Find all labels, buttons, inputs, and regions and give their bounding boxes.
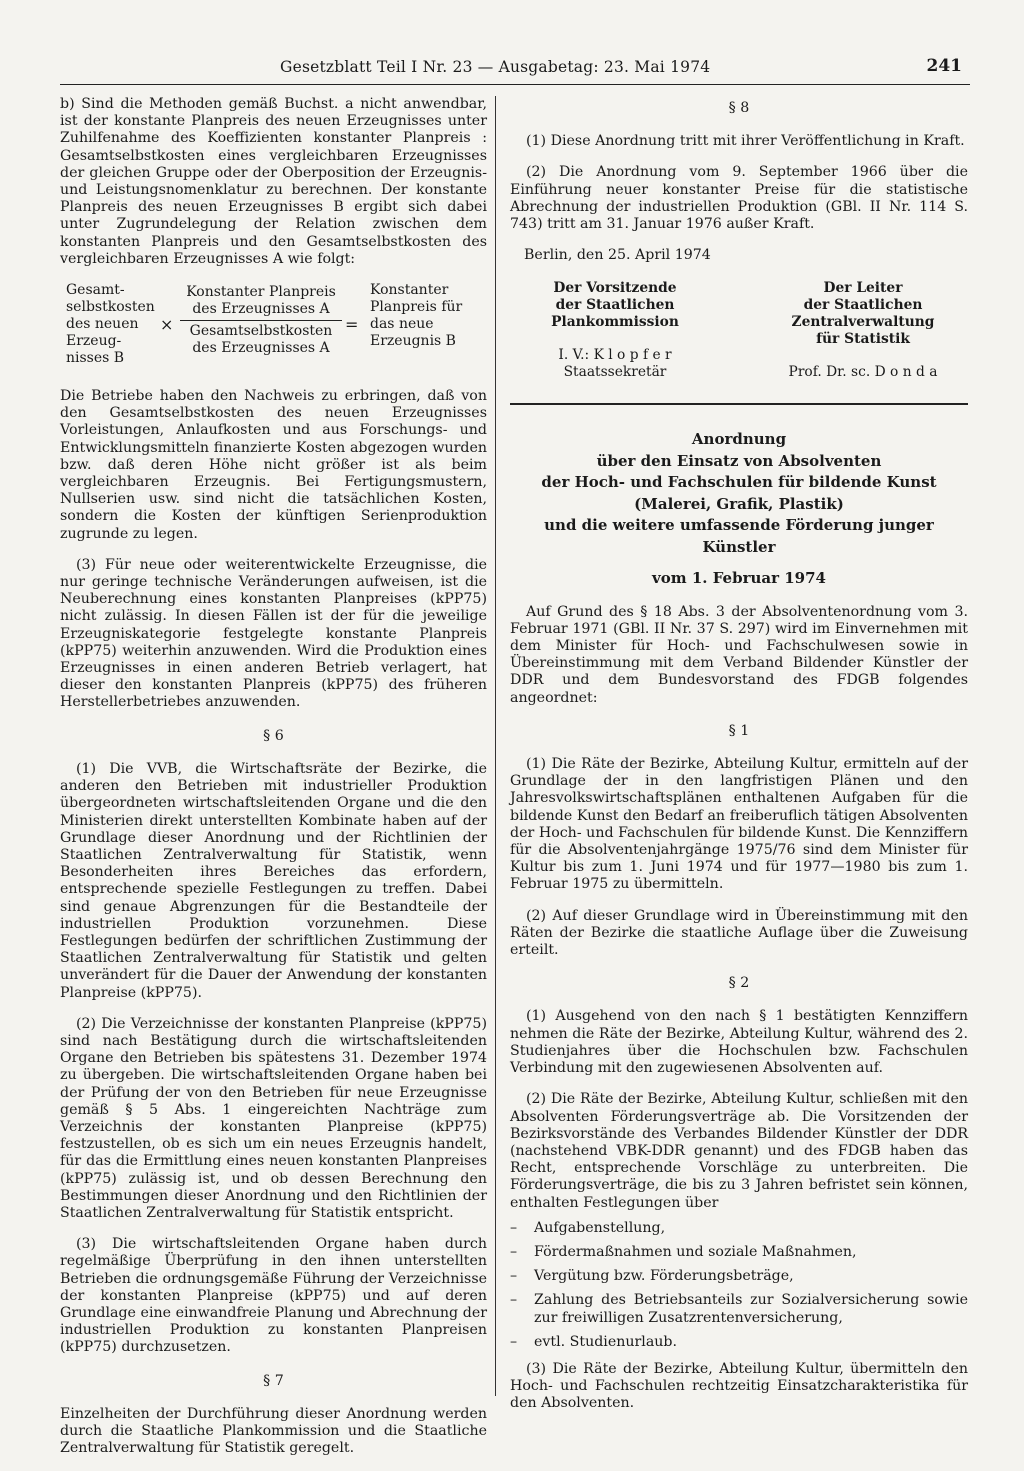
formula-denominator: Gesamtselbstkosten des Erzeugnisses A <box>189 323 333 357</box>
page-header <box>60 56 970 86</box>
formula-fraction <box>180 284 342 357</box>
contract-items-list <box>510 1220 968 1351</box>
section-2-paragraph-2: (2) Die Räte der Bezirke, Abteilung Kultur, schließen mit den Absolventen Förderungsverträge ab. Die Vorsitzenden der Bezirksvorstände des Verbandes Bildender Künstler der DDR (nachstehend VBK-DDR genannt) und des FDGB haben das Recht, entsprechende Vorschläge zu unterbreiten. Die Förderungsverträge, die bis zu 3 Jahren befristet sein können, enthalten Festlegungen über <box>510 1091 968 1211</box>
signature-plankommission <box>510 280 720 381</box>
section-separator <box>510 403 968 405</box>
signature-org: Der Vorsitzende der Staatlichen Plankommission <box>551 280 679 331</box>
ordinance-title: Anordnung über den Einsatz von Absolventen der Hoch- und Fachschulen für bildende Kunst (Malerei, Grafik, Plastik) und die weitere umfassende Förderung junger Künstler <box>541 430 937 556</box>
signature-org: Der Leiter der Staatlichen Zentralverwaltung für Statistik <box>791 280 935 348</box>
paragraph-nachweis: Die Betriebe haben den Nachweis zu erbringen, daß von den Gesamtselbstkosten des neuen Erzeugnisses Vorleistungen, Anlaufkosten und aus Forschungs- und Entwicklungsmitteln finanzierte Kosten abgezogen wurden bzw. daß deren Höhe nicht größer ist als beim vergleichbaren Erzeugnis. Bei Fertigungsmustern, Nullserien usw. sind nicht die tatsächlichen Kosten, sondern die Kosten der künftigen Serienproduktion zugrunde zu legen. <box>60 388 487 542</box>
formula-numerator: Konstanter Planpreis des Erzeugnisses A <box>180 284 342 321</box>
list-item: – Zahlung des Betriebsanteils zur Sozialversicherung sowie zur freiwilligen Zusatzrentenversicherung, <box>510 1292 968 1326</box>
section-8-paragraph-1: (1) Diese Anordnung tritt mit ihrer Veröffentlichung in Kraft. <box>526 133 965 150</box>
formula-equals-sign: = <box>345 315 359 335</box>
column-divider <box>495 96 496 1396</box>
ordinance-intro: Auf Grund des § 18 Abs. 3 der Absolventenordnung vom 3. Februar 1971 (GBl. II Nr. 37 S. 297) wird im Einvernehmen mit dem Minister für Hoch- und Fachschulwesen sowie in Übereinstimmung mit dem Verband Bildender Künstler der DDR und dem Bundesvorstand des FDGB folgendes angeordnet: <box>510 603 968 706</box>
section-1-heading: § 1 <box>728 722 750 739</box>
formula-left-term: Gesamt- selbstkosten des neuen Erzeug- nisses B <box>66 282 155 367</box>
signature-statistik <box>758 280 968 381</box>
list-item: – Vergütung bzw. Förderungsbeträge, <box>510 1268 968 1285</box>
signature-name: I. V.: K l o p f e r Staatssekretär <box>558 347 672 381</box>
section-7-heading: § 7 <box>263 1372 284 1389</box>
ordinance-date: vom 1. Februar 1974 <box>652 569 826 588</box>
section-1-paragraph-2: (2) Auf dieser Grundlage wird in Übereinstimmung mit den Räten der Bezirke die staatliche Auflage über die Zuweisung erteilt. <box>510 907 968 959</box>
formula-times-sign: × <box>160 315 174 335</box>
formula-result: Konstanter Planpreis für das neue Erzeugnis B <box>370 282 463 350</box>
price-formula <box>60 282 487 378</box>
header-rule <box>60 84 970 85</box>
left-column <box>60 96 487 1471</box>
section-6-heading: § 6 <box>263 727 284 744</box>
section-2-heading: § 2 <box>728 975 750 992</box>
paragraph-3: (3) Für neue oder weiterentwickelte Erzeugnisse, die nur geringe technische Veränderungen aufweisen, ist die Neuberechnung eines konstanten Planpreises (kPP75) nicht zulässig. In diesen Fällen ist der für die jeweilige Erzeugniskategorie festgelegte konstante Planpreis (kPP75) weiterhin anzuwenden. Wird die Produktion eines Erzeugnisses in einen anderen Betrieb verlagert, hat dieser den konstanten Planpreis (kPP75) des früheren Herstellerbetriebes anzuwenden. <box>60 556 487 711</box>
section-7-paragraph: Einzelheiten der Durchführung dieser Anordnung werden durch die Staatliche Plankommission und die Staatliche Zentralverwaltung für Statistik geregelt. <box>60 1405 487 1457</box>
signatures <box>510 280 968 381</box>
section-8-paragraph-2: (2) Die Anordnung vom 9. September 1966 über die Einführung neuer konstanter Preise für die statistische Abrechnung der industriellen Produktion (GBl. II Nr. 114 S. 743) tritt am 31. Januar 1976 außer Kraft. <box>510 164 968 233</box>
list-item: – evtl. Studienurlaub. <box>510 1334 968 1351</box>
section-8-heading: § 8 <box>728 100 750 116</box>
section-2-paragraph-3: (3) Die Räte der Bezirke, Abteilung Kultur, übermitteln den Hoch- und Fachschulen rechtzeitig Einsatzcharakteristika für den Absolventen. <box>510 1360 968 1412</box>
list-item: – Fördermaßnahmen und soziale Maßnahmen, <box>510 1244 968 1261</box>
paragraph-b: b) Sind die Methoden gemäß Buchst. a nicht anwendbar, ist der konstante Planpreis des neuen Erzeugnisses unter Zuhilfenahme des Koeffizienten konstanter Planpreis : Gesamtselbstkosten eines vergleichbaren Erzeugnisses der gleichen Gruppe oder der Oberposition der Erzeugnis- und Leistungsnomenklatur zu berechnen. Der konstante Planpreis des neuen Erzeugnisses B ergibt sich dabei unter Zugrundelegung der Relation zwischen dem konstanten Planpreis und den Gesamtselbstkosten des vergleichbaren Erzeugnisses A wie folgt: <box>60 96 487 267</box>
section-1-paragraph-1: (1) Die Räte der Bezirke, Abteilung Kultur, ermitteln auf der Grundlage der in den langfristigen Plänen und den Jahresvolkswirtschaftsplänen enthaltenen Aufgaben für die bildende Kunst den Bedarf an freiberuflich tätigen Absolventen der Hoch- und Fachschulen für bildende Kunst. Die Kennziffern für die Absolventenjahrgänge 1975/76 sind dem Minister für Kultur bis zum 1. Juni 1974 und für 1977—1980 bis zum 1. Februar 1975 zu übermitteln. <box>510 756 968 893</box>
section-6-paragraph-3: (3) Die wirtschaftsleitenden Organe haben durch regelmäßige Überprüfung in den ihnen unterstellten Betrieben die ordnungsgemäße Führung der Verzeichnisse der konstanten Planpreise (kPP75) und auf deren Grundlage eine einwandfreie Planung und Abrechnung der industriellen Produktion zu konstanten Planpreisen (kPP75) durchzusetzen. <box>60 1236 487 1356</box>
place-and-date: Berlin, den 25. April 1974 <box>524 247 711 264</box>
section-6-paragraph-1: (1) Die VVB, die Wirtschaftsräte der Bezirke, die anderen den Betrieben mit industrieller Produktion übergeordneten wirtschaftsleitenden Organe und die den Ministerien direkt unterstellten Kombinate haben auf der Grundlage dieser Anordnung und der Richtlinien der Staatlichen Zentralverwaltung für Statistik, wenn Besonderheiten ihres Bereiches das erfordern, entsprechende spezielle Festlegungen zu treffen. Dabei sind genaue Abgrenzungen für die Bestandteile der industriellen Produktion vorzunehmen. Diese Festlegungen bedürfen der schriftlichen Zustimmung der Staatlichen Zentralverwaltung für Statistik und gelten unverändert für die Dauer der Anwendung der konstanten Planpreise (kPP75). <box>60 760 487 1001</box>
page-header-title: Gesetzblatt Teil I Nr. 23 — Ausgabetag: 23. Mai 1974 <box>280 58 711 76</box>
signature-name: Prof. Dr. sc. D o n d a <box>788 364 938 381</box>
right-column <box>510 96 968 1427</box>
section-2-paragraph-1: (1) Ausgehend von den nach § 1 bestätigten Kennziffern nehmen die Räte der Bezirke, Abteilung Kultur, während des 2. Studienjahres über die Hochschulen bzw. Fachschulen Verbindung mit den zugewiesenen Absolventen auf. <box>510 1008 968 1077</box>
section-6-paragraph-2: (2) Die Verzeichnisse der konstanten Planpreise (kPP75) sind nach Bestätigung durch die wirtschaftsleitenden Organe den Betrieben bis spätestens 31. Dezember 1974 zu übergeben. Die wirtschaftsleitenden Organe haben bei der Prüfung der von den Betrieben für neue Erzeugnisse gemäß § 5 Abs. 1 eingereichten Nachträge zum Verzeichnis der konstanten Planpreise (kPP75) festzustellen, ob es sich um ein neues Erzeugnis handelt, für das die Ermittlung eines neuen konstanten Planpreises (kPP75) zulässig ist, und ob dessen Berechnung den Bestimmungen dieser Anordnung und den Richtlinien der Staatlichen Zentralverwaltung für Statistik entspricht. <box>60 1015 487 1221</box>
list-item: – Aufgabenstellung, <box>510 1220 968 1237</box>
page-number: 241 <box>926 56 962 76</box>
